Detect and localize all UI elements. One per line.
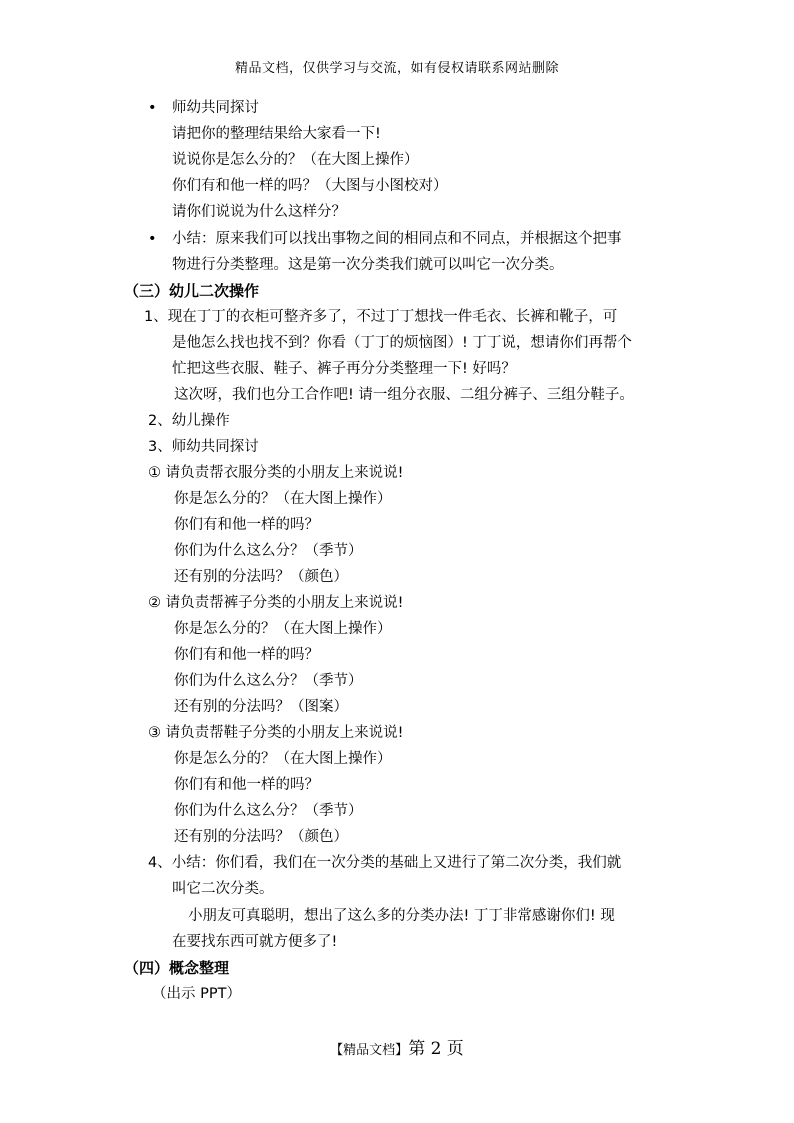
bullet-mark: • xyxy=(148,100,157,116)
page-footer xyxy=(0,1034,794,1059)
text-line: （出示 PPT） xyxy=(152,986,241,1002)
text-line: 物进行分类整理。这是第一次分类我们就可以叫它一次分类。 xyxy=(172,257,564,273)
text-line: 还有别的分法吗？（颜色） xyxy=(174,829,348,845)
text-line: 你们为什么这么分？（季节） xyxy=(174,543,363,559)
text-line: ③ 请负责帮鞋子分类的小朋友上来说说! xyxy=(148,725,404,741)
text-line: 2、幼儿操作 xyxy=(148,413,230,429)
text-line: 忙把这些衣服、鞋子、裤子再分分类整理一下! 好吗？ xyxy=(172,361,516,377)
text-line: 4、小结：你们看，我们在一次分类的基础上又进行了第二次分类，我们就 xyxy=(148,855,622,871)
text-line: 你们有和他一样的吗？ xyxy=(174,517,319,533)
page-number: 第 2 页 xyxy=(408,1039,464,1059)
page-header: 精品文档，仅供学习与交流，如有侵权请联系网站删除 xyxy=(234,61,559,76)
text-line: 请你们说说为什么这样分？ xyxy=(172,204,346,220)
line-text: 师幼共同探讨 xyxy=(172,100,259,116)
text-line: 说说你是怎么分的？（在大图上操作） xyxy=(172,152,419,168)
text-line: 1、现在丁丁的衣柜可整齐多了，不过丁丁想找一件毛衣、长裤和靴子，可 xyxy=(144,309,618,325)
bullet-item xyxy=(148,98,259,118)
line-text: 小结：原来我们可以找出事物之间的相同点和不同点，并根据这个把事 xyxy=(172,231,622,247)
text-line: ② 请负责帮裤子分类的小朋友上来说说! xyxy=(148,595,404,611)
text-line: 你们有和他一样的吗？ xyxy=(174,647,319,663)
bullet-mark: • xyxy=(148,231,157,247)
text-line: 你是怎么分的？（在大图上操作） xyxy=(174,491,392,507)
text-line: 叫它二次分类。 xyxy=(172,881,274,897)
text-line: 你们有和他一样的吗？ xyxy=(174,777,319,793)
text-line: 你们有和他一样的吗？（大图与小图校对） xyxy=(172,178,448,194)
text-line: 是他怎么找也找不到？你看（丁丁的烦恼图）! 丁丁说，想请你们再帮个 xyxy=(172,335,632,351)
text-line: 请把你的整理结果给大家看一下! xyxy=(172,126,381,142)
text-line: 你们为什么这么分？（季节） xyxy=(174,803,363,819)
text-line: 3、师幼共同探讨 xyxy=(148,439,259,455)
section-heading: （三）幼儿二次操作 xyxy=(124,282,260,300)
text-line: 还有别的分法吗？（颜色） xyxy=(174,569,348,585)
text-line: 在要找东西可就方便多了! xyxy=(172,934,338,950)
text-line: 还有别的分法吗？（图案） xyxy=(174,699,348,715)
text-line: ① 请负责帮衣服分类的小朋友上来说说! xyxy=(148,465,404,481)
section-heading: （四）概念整理 xyxy=(124,959,230,977)
text-line: 你是怎么分的？（在大图上操作） xyxy=(174,621,392,637)
bullet-item xyxy=(148,229,622,249)
text-line: 小朋友可真聪明，想出了这么多的分类办法! 丁丁非常感谢你们! 现 xyxy=(188,908,615,924)
footer-label: 【精品文档】 xyxy=(330,1043,409,1058)
text-line: 你们为什么这么分？（季节） xyxy=(174,673,363,689)
text-line: 你是怎么分的？（在大图上操作） xyxy=(174,751,392,767)
text-line: 这次呀，我们也分工合作吧! 请一组分衣服、二组分裤子、三组分鞋子。 xyxy=(174,387,634,403)
